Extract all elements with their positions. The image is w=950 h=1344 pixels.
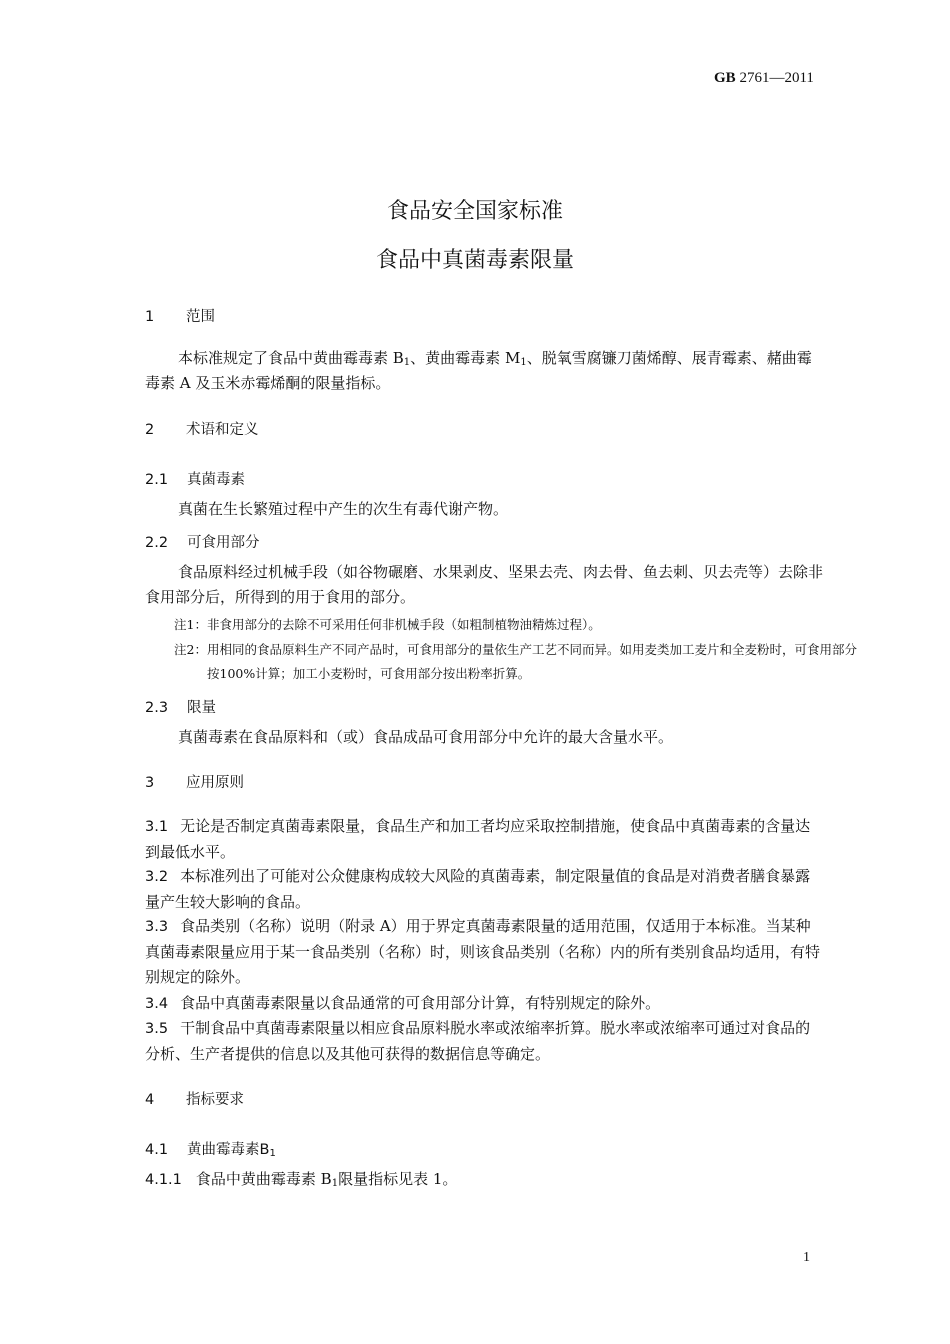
section-number: 3 [145,775,155,791]
page-number: 1 [803,1250,810,1265]
section-number: 4.1 [145,1142,169,1158]
note-text: 非食用部分的去除不可采用任何非机械手段（如粗制植物油精炼过程）。 [207,617,601,632]
clause-number: 3.2 [145,869,169,885]
clause-text: 无论是否制定真菌毒素限量，食品生产和加工者均应采取控制措施，使食品中真菌毒素的含量达到最低水平。 [145,817,811,861]
text-run: 、黄曲霉毒素 M [410,349,521,367]
section-1-paragraph [145,346,825,396]
section-number: 2.1 [145,472,169,488]
section-number: 2.2 [145,535,169,551]
section-number: 2.3 [145,700,169,716]
section-title: 应用原则 [186,775,244,791]
section-title: 可食用部分 [187,535,260,551]
section-2-1-heading [145,468,245,489]
clause-4-1-1 [145,1167,825,1193]
section-title: 黄曲霉毒素B [187,1142,270,1158]
section-2-1-paragraph: 真菌在生长繁殖过程中产生的次生有毒代谢产物。 [178,500,509,518]
clause-text: 食品类别（名称）说明（附录 A）用于界定真菌毒素限量的适用范围，仅适用于本标准。当某种真菌毒素限量应用于某一食品类别（名称）时，则该食品类别（名称）内的所有类别食品均适用，有特别规定的除外。 [145,917,821,986]
text-run: 、脱氧雪腐镰刀菌烯醇、展青霉素、赭曲霉毒素 A 及玉米赤霉烯酮的限量指标。 [145,349,812,392]
clause-text: 本标准列出了可能对公众健康构成较大风险的真菌毒素，制定限量值的食品是对消费者膳食暴露量产生较大影响的食品。 [145,867,811,911]
clause-3-1 [145,814,825,865]
note-label: 注1： [174,617,207,632]
section-2-3-paragraph: 真菌毒素在食品原料和（或）食品成品可食用部分中允许的最大含量水平。 [178,728,674,746]
clause-text: 食品中真菌毒素限量以食品通常的可食用部分计算，有特别规定的除外。 [180,994,661,1012]
section-title: 术语和定义 [186,422,259,438]
section-title: 指标要求 [186,1092,244,1108]
subscript: 1 [403,357,411,368]
section-2-heading [145,418,259,439]
clause-number: 3.5 [145,1021,169,1037]
section-2-3-heading [145,696,216,717]
note-text: 用相同的食品原料生产不同产品时，可食用部分的量依生产工艺不同而异。如用麦类加工麦片和全麦粉时，可食用部分按100%计算；加工小麦粉时，可食用部分按出粉率折算。 [207,642,858,681]
section-4-1-heading [145,1138,276,1159]
note-1 [174,613,824,637]
clause-number: 4.1.1 [145,1172,182,1188]
note-label: 注2： [174,642,207,657]
section-title: 真菌毒素 [187,472,245,488]
section-3-heading [145,771,244,792]
document-title-line2: 食品中真菌毒素限量 [375,248,574,273]
section-number: 1 [145,309,155,325]
subscript: 1 [520,357,527,368]
section-title: 限量 [187,700,216,716]
section-2-2-paragraph: 食品原料经过机械手段（如谷物碾磨、水果剥皮、坚果去壳、肉去骨、鱼去刺、贝去壳等）去除非食用部分后，所得到的用于食用的部分。 [145,563,824,606]
standard-prefix: GB [714,70,736,86]
note-2 [174,638,857,686]
clause-3-4 [145,991,825,1017]
section-4-heading [145,1088,244,1109]
subscript: 1 [331,1178,339,1189]
text-run: 本标准规定了食品中黄曲霉毒素 B [178,349,404,367]
section-number: 4 [145,1092,155,1108]
document-title-line1: 食品安全国家标准 [386,199,563,224]
text-run: 食品中黄曲霉毒素 B [195,1170,332,1188]
section-1-heading [145,305,215,326]
text-run: 限量指标见表 1。 [338,1170,458,1188]
section-title: 范围 [186,309,215,325]
standard-code: 2761—2011 [739,70,814,86]
clause-number: 3.1 [145,819,169,835]
clause-number: 3.3 [145,919,169,935]
clause-number: 3.4 [145,996,169,1012]
clause-3-3 [145,914,825,990]
section-2-2-heading [145,531,260,552]
clause-text: 干制食品中真菌毒素限量以相应食品原料脱水率或浓缩率折算。脱水率或浓缩率可通过对食品的分析、生产者提供的信息以及其他可获得的数据信息等确定。 [145,1019,811,1063]
standard-number [714,70,814,87]
clause-3-2 [145,864,825,915]
section-number: 2 [145,422,155,438]
subscript: 1 [269,1148,276,1159]
clause-3-5 [145,1016,825,1067]
